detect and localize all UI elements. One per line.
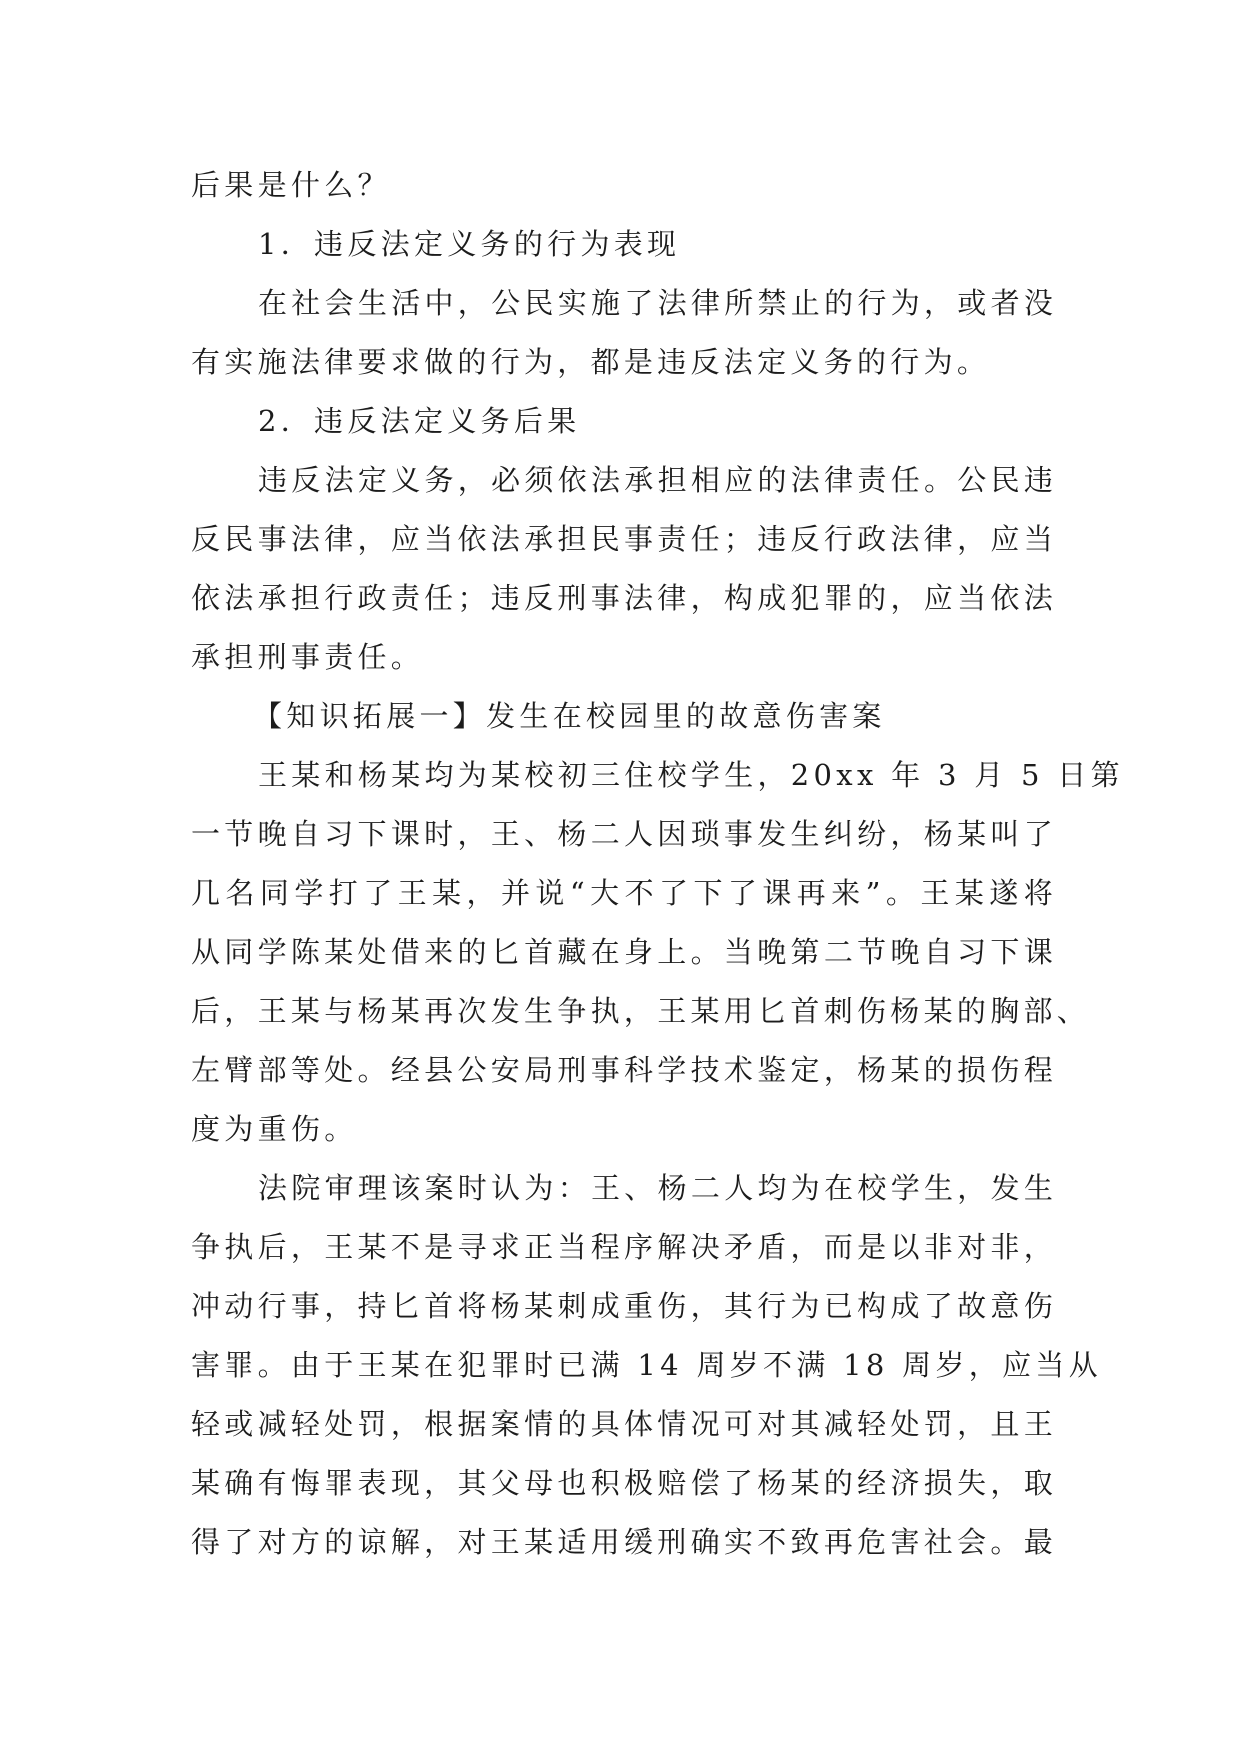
text-line: 左臂部等处。经县公安局刑事科学技术鉴定，杨某的损伤程 xyxy=(191,1053,1057,1087)
text-line: 某确有悔罪表现，其父母也积极赔偿了杨某的经济损失，取 xyxy=(191,1466,1057,1500)
text-line: 一节晚自习下课时，王、杨二人因琐事发生纠纷，杨某叫了 xyxy=(191,817,1057,851)
text-line: 后果是什么？ xyxy=(191,168,391,202)
text-line: 度为重伤。 xyxy=(191,1112,358,1146)
text-line: 法院审理该案时认为：王、杨二人均为在校学生，发生 xyxy=(258,1171,1058,1205)
text-line: 害罪。由于王某在犯罪时已满 14 周岁不满 18 周岁，应当从 xyxy=(191,1348,1102,1382)
text-line: 反民事法律，应当依法承担民事责任；违反行政法律，应当 xyxy=(191,522,1057,556)
section-heading: 1．违反法定义务的行为表现 xyxy=(258,227,681,261)
text-line: 从同学陈某处借来的匕首藏在身上。当晚第二节晚自习下课 xyxy=(191,935,1057,969)
text-line: 依法承担行政责任；违反刑事法律，构成犯罪的，应当依法 xyxy=(191,581,1057,615)
document-body xyxy=(191,156,1124,1572)
text-line: 在社会生活中，公民实施了法律所禁止的行为，或者没 xyxy=(258,286,1058,320)
text-line: 承担刑事责任。 xyxy=(191,640,425,674)
text-line: 有实施法律要求做的行为，都是违反法定义务的行为。 xyxy=(191,345,991,379)
text-line: 得了对方的谅解，对王某适用缓刑确实不致再危害社会。最 xyxy=(191,1525,1057,1559)
text-line: 违反法定义务，必须依法承担相应的法律责任。公民违 xyxy=(258,463,1058,497)
text-line: 冲动行事，持匕首将杨某刺成重伤，其行为已构成了故意伤 xyxy=(191,1289,1057,1323)
section-heading: 【知识拓展一】发生在校园里的故意伤害案 xyxy=(253,699,886,733)
section-heading: 2．违反法定义务后果 xyxy=(258,404,581,438)
text-line: 几名同学打了王某，并说“大不了下了课再来”。王某遂将 xyxy=(191,876,1057,910)
text-line: 后，王某与杨某再次发生争执，王某用匕首刺伤杨某的胸部、 xyxy=(191,994,1091,1028)
text-line: 轻或减轻处罚，根据案情的具体情况可对其减轻处罚，且王 xyxy=(191,1407,1057,1441)
text-line: 争执后，王某不是寻求正当程序解决矛盾，而是以非对非， xyxy=(191,1230,1057,1264)
text-line: 王某和杨某均为某校初三住校学生，20xx 年 3 月 5 日第 xyxy=(258,758,1124,792)
